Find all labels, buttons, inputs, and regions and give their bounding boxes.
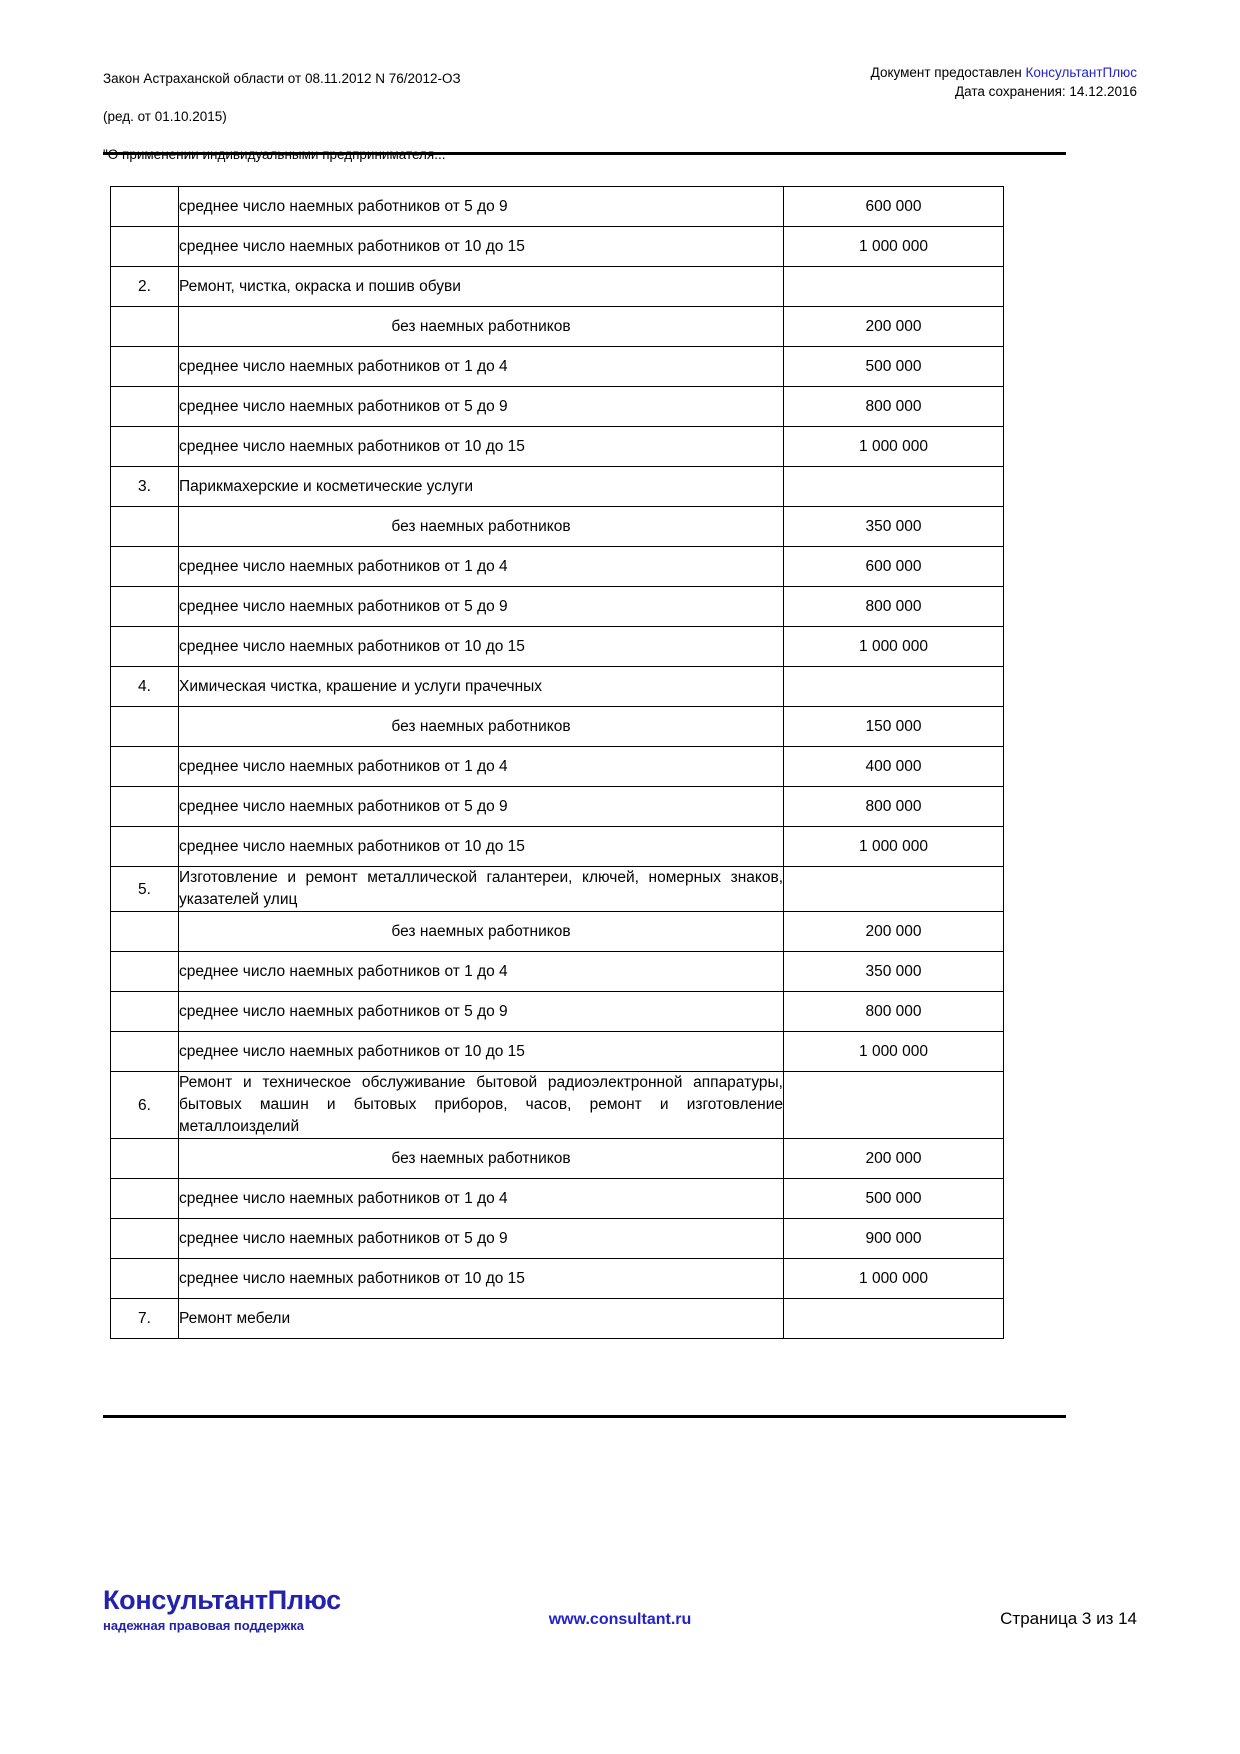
activity-name-cell: без наемных работников bbox=[179, 507, 784, 547]
page-number-label: Страница 3 из 14 bbox=[1000, 1609, 1137, 1628]
income-value-cell: 1 000 000 bbox=[784, 427, 1004, 467]
activity-name-cell: среднее число наемных работников от 10 до 15 bbox=[179, 627, 784, 667]
activity-name-cell: без наемных работников bbox=[179, 307, 784, 347]
row-index-cell bbox=[111, 1179, 179, 1219]
table-row bbox=[111, 992, 1004, 1032]
income-value-cell: 800 000 bbox=[784, 387, 1004, 427]
income-value-cell: 350 000 bbox=[784, 507, 1004, 547]
row-index-cell bbox=[111, 747, 179, 787]
income-value-cell: 500 000 bbox=[784, 1179, 1004, 1219]
activity-name-cell: без наемных работников bbox=[179, 1139, 784, 1179]
income-value-cell: 150 000 bbox=[784, 707, 1004, 747]
table-row bbox=[111, 427, 1004, 467]
income-value-cell bbox=[784, 1299, 1004, 1339]
row-index-cell bbox=[111, 547, 179, 587]
table-row bbox=[111, 912, 1004, 952]
income-value-cell: 1 000 000 bbox=[784, 1259, 1004, 1299]
income-value-cell bbox=[784, 1072, 1004, 1139]
activity-name-cell: Изготовление и ремонт металлической галантереи, ключей, номерных знаков, указателей улиц bbox=[179, 867, 784, 912]
row-index-cell bbox=[111, 507, 179, 547]
header-divider-rule bbox=[103, 152, 1066, 155]
table-row bbox=[111, 1299, 1004, 1339]
row-index-cell bbox=[111, 827, 179, 867]
income-value-cell bbox=[784, 267, 1004, 307]
table-row bbox=[111, 467, 1004, 507]
table-row bbox=[111, 1072, 1004, 1139]
row-index-cell bbox=[111, 347, 179, 387]
table-row bbox=[111, 1139, 1004, 1179]
activity-name-cell: Парикмахерские и косметические услуги bbox=[179, 467, 784, 507]
row-index-cell bbox=[111, 387, 179, 427]
income-value-cell: 200 000 bbox=[784, 1139, 1004, 1179]
activity-name-cell: Химическая чистка, крашение и услуги прачечных bbox=[179, 667, 784, 707]
table-row bbox=[111, 1219, 1004, 1259]
activity-name-cell: среднее число наемных работников от 1 до 4 bbox=[179, 547, 784, 587]
income-value-cell: 1 000 000 bbox=[784, 827, 1004, 867]
activity-name-cell: среднее число наемных работников от 10 до 15 bbox=[179, 1032, 784, 1072]
row-index-cell bbox=[111, 307, 179, 347]
income-value-cell: 800 000 bbox=[784, 787, 1004, 827]
table-row bbox=[111, 707, 1004, 747]
table-row bbox=[111, 227, 1004, 267]
income-value-cell: 600 000 bbox=[784, 187, 1004, 227]
document-title-block bbox=[103, 50, 461, 183]
consultant-plus-link[interactable]: КонсультантПлюс bbox=[1025, 65, 1137, 80]
table-row bbox=[111, 267, 1004, 307]
table-row bbox=[111, 627, 1004, 667]
activity-name-cell: среднее число наемных работников от 5 до 9 bbox=[179, 992, 784, 1032]
activity-name-cell: Ремонт, чистка, окраска и пошив обуви bbox=[179, 267, 784, 307]
activity-name-cell: среднее число наемных работников от 10 до 15 bbox=[179, 227, 784, 267]
income-value-cell: 600 000 bbox=[784, 547, 1004, 587]
document-title-line-2: (ред. от 01.10.2015) bbox=[103, 109, 227, 124]
income-value-cell: 1 000 000 bbox=[784, 1032, 1004, 1072]
row-index-cell bbox=[111, 1139, 179, 1179]
document-title-line-1: Закон Астраханской области от 08.11.2012 N 76/2012-ОЗ bbox=[103, 71, 461, 86]
table-row bbox=[111, 547, 1004, 587]
row-index-cell bbox=[111, 227, 179, 267]
table-row bbox=[111, 507, 1004, 547]
row-index-cell bbox=[111, 587, 179, 627]
row-index-cell: 6. bbox=[111, 1072, 179, 1139]
row-index-cell bbox=[111, 992, 179, 1032]
consultant-website-link[interactable]: www.consultant.ru bbox=[548, 1611, 692, 1628]
row-index-cell bbox=[111, 1219, 179, 1259]
income-value-cell bbox=[784, 467, 1004, 507]
row-index-cell bbox=[111, 1259, 179, 1299]
activity-name-cell: среднее число наемных работников от 5 до 9 bbox=[179, 587, 784, 627]
rates-table-body bbox=[111, 187, 1004, 1339]
income-value-cell: 800 000 bbox=[784, 992, 1004, 1032]
table-row bbox=[111, 1259, 1004, 1299]
provided-by-label: Документ предоставлен bbox=[870, 65, 1026, 80]
income-value-cell: 1 000 000 bbox=[784, 227, 1004, 267]
activity-name-cell: среднее число наемных работников от 5 до 9 bbox=[179, 387, 784, 427]
row-index-cell: 7. bbox=[111, 1299, 179, 1339]
activity-name-cell: среднее число наемных работников от 10 до 15 bbox=[179, 427, 784, 467]
document-footer bbox=[103, 1585, 1137, 1695]
income-value-cell bbox=[784, 667, 1004, 707]
row-index-cell bbox=[111, 707, 179, 747]
logo-tagline-text: надежная правовая поддержка bbox=[103, 1618, 304, 1633]
row-index-cell: 3. bbox=[111, 467, 179, 507]
row-index-cell bbox=[111, 1032, 179, 1072]
row-index-cell bbox=[111, 427, 179, 467]
row-index-cell bbox=[111, 787, 179, 827]
table-row bbox=[111, 952, 1004, 992]
activity-name-cell: Ремонт и техническое обслуживание бытовой радиоэлектронной аппаратуры, бытовых машин и бытовых приборов, часов, ремонт и изготовление металлоизделий bbox=[179, 1072, 784, 1139]
rates-table-wrapper bbox=[110, 186, 1003, 1339]
activity-name-cell: среднее число наемных работников от 5 до 9 bbox=[179, 187, 784, 227]
document-source-block bbox=[871, 50, 1137, 101]
footer-divider-rule bbox=[103, 1415, 1066, 1418]
rates-table bbox=[110, 186, 1004, 1339]
row-index-cell bbox=[111, 912, 179, 952]
row-index-cell bbox=[111, 187, 179, 227]
table-row bbox=[111, 867, 1004, 912]
table-row bbox=[111, 387, 1004, 427]
income-value-cell: 200 000 bbox=[784, 912, 1004, 952]
income-value-cell: 350 000 bbox=[784, 952, 1004, 992]
table-row bbox=[111, 1032, 1004, 1072]
table-row bbox=[111, 667, 1004, 707]
logo-primary-text: КонсультантПлюс bbox=[103, 1585, 341, 1615]
income-value-cell: 1 000 000 bbox=[784, 627, 1004, 667]
table-row bbox=[111, 187, 1004, 227]
provided-by-line bbox=[871, 63, 1137, 82]
row-index-cell: 5. bbox=[111, 867, 179, 912]
row-index-cell bbox=[111, 627, 179, 667]
activity-name-cell: среднее число наемных работников от 5 до 9 bbox=[179, 787, 784, 827]
row-index-cell: 4. bbox=[111, 667, 179, 707]
activity-name-cell: без наемных работников bbox=[179, 912, 784, 952]
activity-name-cell: среднее число наемных работников от 10 до 15 bbox=[179, 1259, 784, 1299]
table-row bbox=[111, 307, 1004, 347]
income-value-cell: 400 000 bbox=[784, 747, 1004, 787]
table-row bbox=[111, 347, 1004, 387]
income-value-cell bbox=[784, 867, 1004, 912]
activity-name-cell: среднее число наемных работников от 1 до 4 bbox=[179, 747, 784, 787]
income-value-cell: 500 000 bbox=[784, 347, 1004, 387]
income-value-cell: 800 000 bbox=[784, 587, 1004, 627]
activity-name-cell: среднее число наемных работников от 1 до 4 bbox=[179, 952, 784, 992]
saved-date-label: Дата сохранения: 14.12.2016 bbox=[954, 84, 1137, 99]
activity-name-cell: без наемных работников bbox=[179, 707, 784, 747]
activity-name-cell: среднее число наемных работников от 1 до 4 bbox=[179, 1179, 784, 1219]
row-index-cell: 2. bbox=[111, 267, 179, 307]
table-row bbox=[111, 787, 1004, 827]
activity-name-cell: среднее число наемных работников от 1 до 4 bbox=[179, 347, 784, 387]
table-row bbox=[111, 827, 1004, 867]
income-value-cell: 900 000 bbox=[784, 1219, 1004, 1259]
document-header bbox=[103, 50, 1137, 183]
activity-name-cell: среднее число наемных работников от 5 до 9 bbox=[179, 1219, 784, 1259]
table-row bbox=[111, 587, 1004, 627]
activity-name-cell: среднее число наемных работников от 10 до 15 bbox=[179, 827, 784, 867]
activity-name-cell: Ремонт мебели bbox=[179, 1299, 784, 1339]
table-row bbox=[111, 1179, 1004, 1219]
table-row bbox=[111, 747, 1004, 787]
income-value-cell: 200 000 bbox=[784, 307, 1004, 347]
row-index-cell bbox=[111, 952, 179, 992]
